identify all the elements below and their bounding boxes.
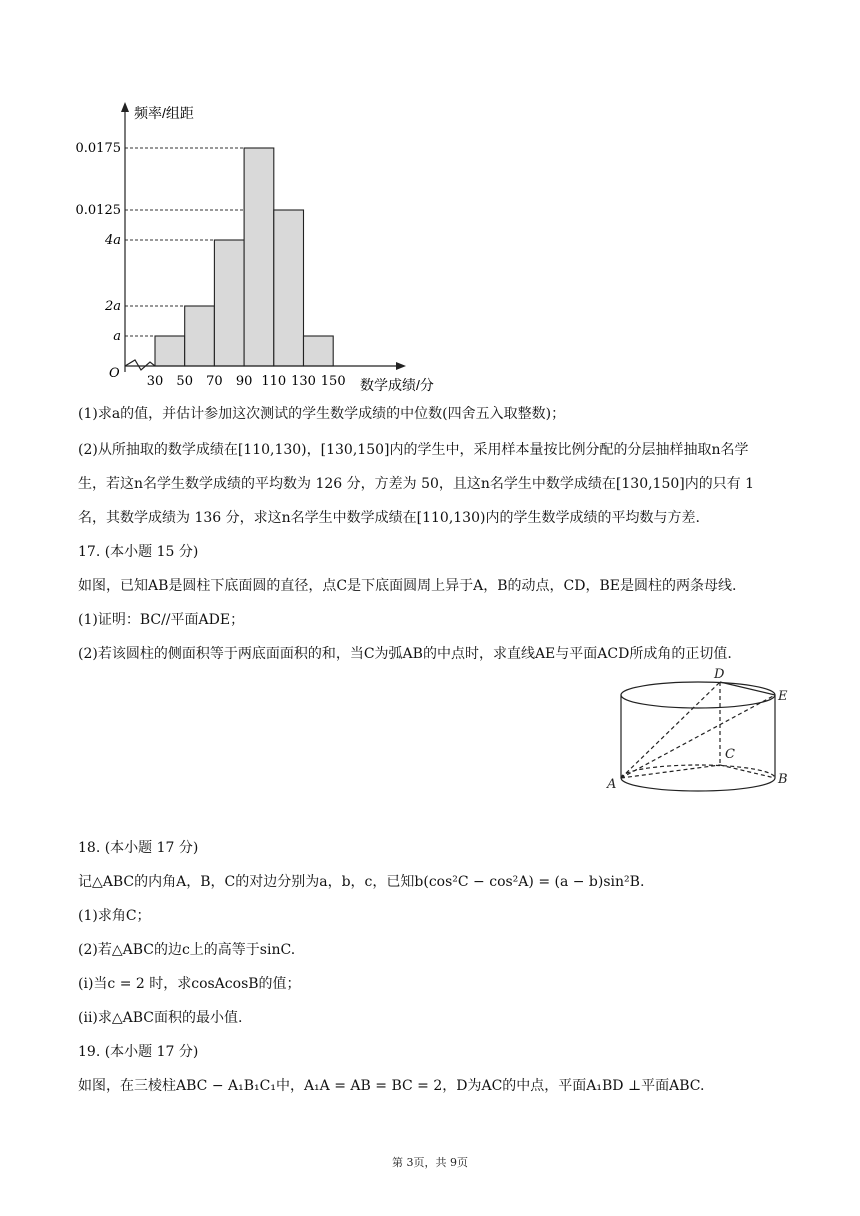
q18-part2-ii: (ii)求△ABC面积的最小值. (78, 1010, 243, 1026)
q17-part1: (1)证明：BC//平面ADE； (78, 612, 245, 628)
point-C-label: C (725, 747, 735, 762)
origin-label: O (109, 366, 120, 381)
q16-part2-line3: 名，其数学成绩为 136 分，求这n名学生中数学成绩在[110,130)内的学生数学成绩的平均数与方差. (78, 510, 700, 526)
q18-stem: 记△ABC的内角A，B，C的对边分别为a，b，c，已知b(cos²C − cos²A) = (a − b)sin²B. (78, 874, 645, 890)
y-tick-label: 0.0125 (75, 203, 121, 218)
x-tick-label: 50 (176, 374, 193, 389)
x-tick-label: 70 (206, 374, 223, 389)
point-D-label: D (714, 667, 725, 682)
x-tick-label: 90 (235, 374, 253, 389)
q17-heading: 17. (本小题 15 分) (78, 544, 199, 560)
point-A-label: A (607, 777, 617, 792)
q19-heading: 19. (本小题 17 分) (78, 1044, 199, 1060)
x-tick-label: 110 (261, 374, 287, 389)
x-tick-label: 30 (146, 374, 164, 389)
q16-part1: (1)求a的值，并估计参加这次测试的学生数学成绩的中位数(四舍五入取整数)； (78, 406, 566, 422)
y-tick-label: 4a (104, 233, 121, 248)
page-footer: 第 3页，共 9页 (392, 1156, 468, 1169)
q16-part2-line2: 生，若这n名学生数学成绩的平均数为 126 分，方差为 50，且这n名学生中数学成绩在[130,150]内的只有 1 (78, 476, 755, 492)
q18-part2: (2)若△ABC的边c上的高等于sinC. (78, 942, 296, 958)
q18-part2-i: (i)当c = 2 时，求cosAcosB的值； (78, 976, 301, 992)
y-tick-label: 0.0175 (75, 141, 121, 156)
y-tick-label: 2a (104, 299, 121, 314)
y-axis-label: 频率/组距 (134, 105, 194, 121)
q18-heading: 18. (本小题 17 分) (78, 840, 199, 856)
q18-part1: (1)求角C； (78, 908, 151, 924)
x-axis-label: 数学成绩/分 (360, 377, 434, 393)
y-tick-label: a (113, 329, 121, 344)
point-E-label: E (778, 689, 788, 704)
x-tick-label: 130 (291, 374, 316, 389)
point-B-label: B (778, 772, 788, 787)
q16-part2-line1: (2)从所抽取的数学成绩在[110,130)，[130,150]内的学生中，采用样本量按比例分配的分层抽样抽取n名学 (78, 442, 749, 458)
q19-stem: 如图，在三棱柱ABC − A₁B₁C₁中，A₁A = AB = BC = 2，D为AC的中点，平面A₁BD ⊥平面ABC. (78, 1078, 705, 1094)
q17-stem: 如图，已知AB是圆柱下底面圆的直径，点C是下底面圆周上异于A，B的动点，CD，BE是圆柱的两条母线. (78, 578, 737, 594)
x-tick-label: 150 (320, 374, 346, 389)
q17-part2: (2)若该圆柱的侧面积等于两底面面积的和，当C为弧AB的中点时，求直线AE与平面ACD所成角的正切值. (78, 646, 732, 662)
